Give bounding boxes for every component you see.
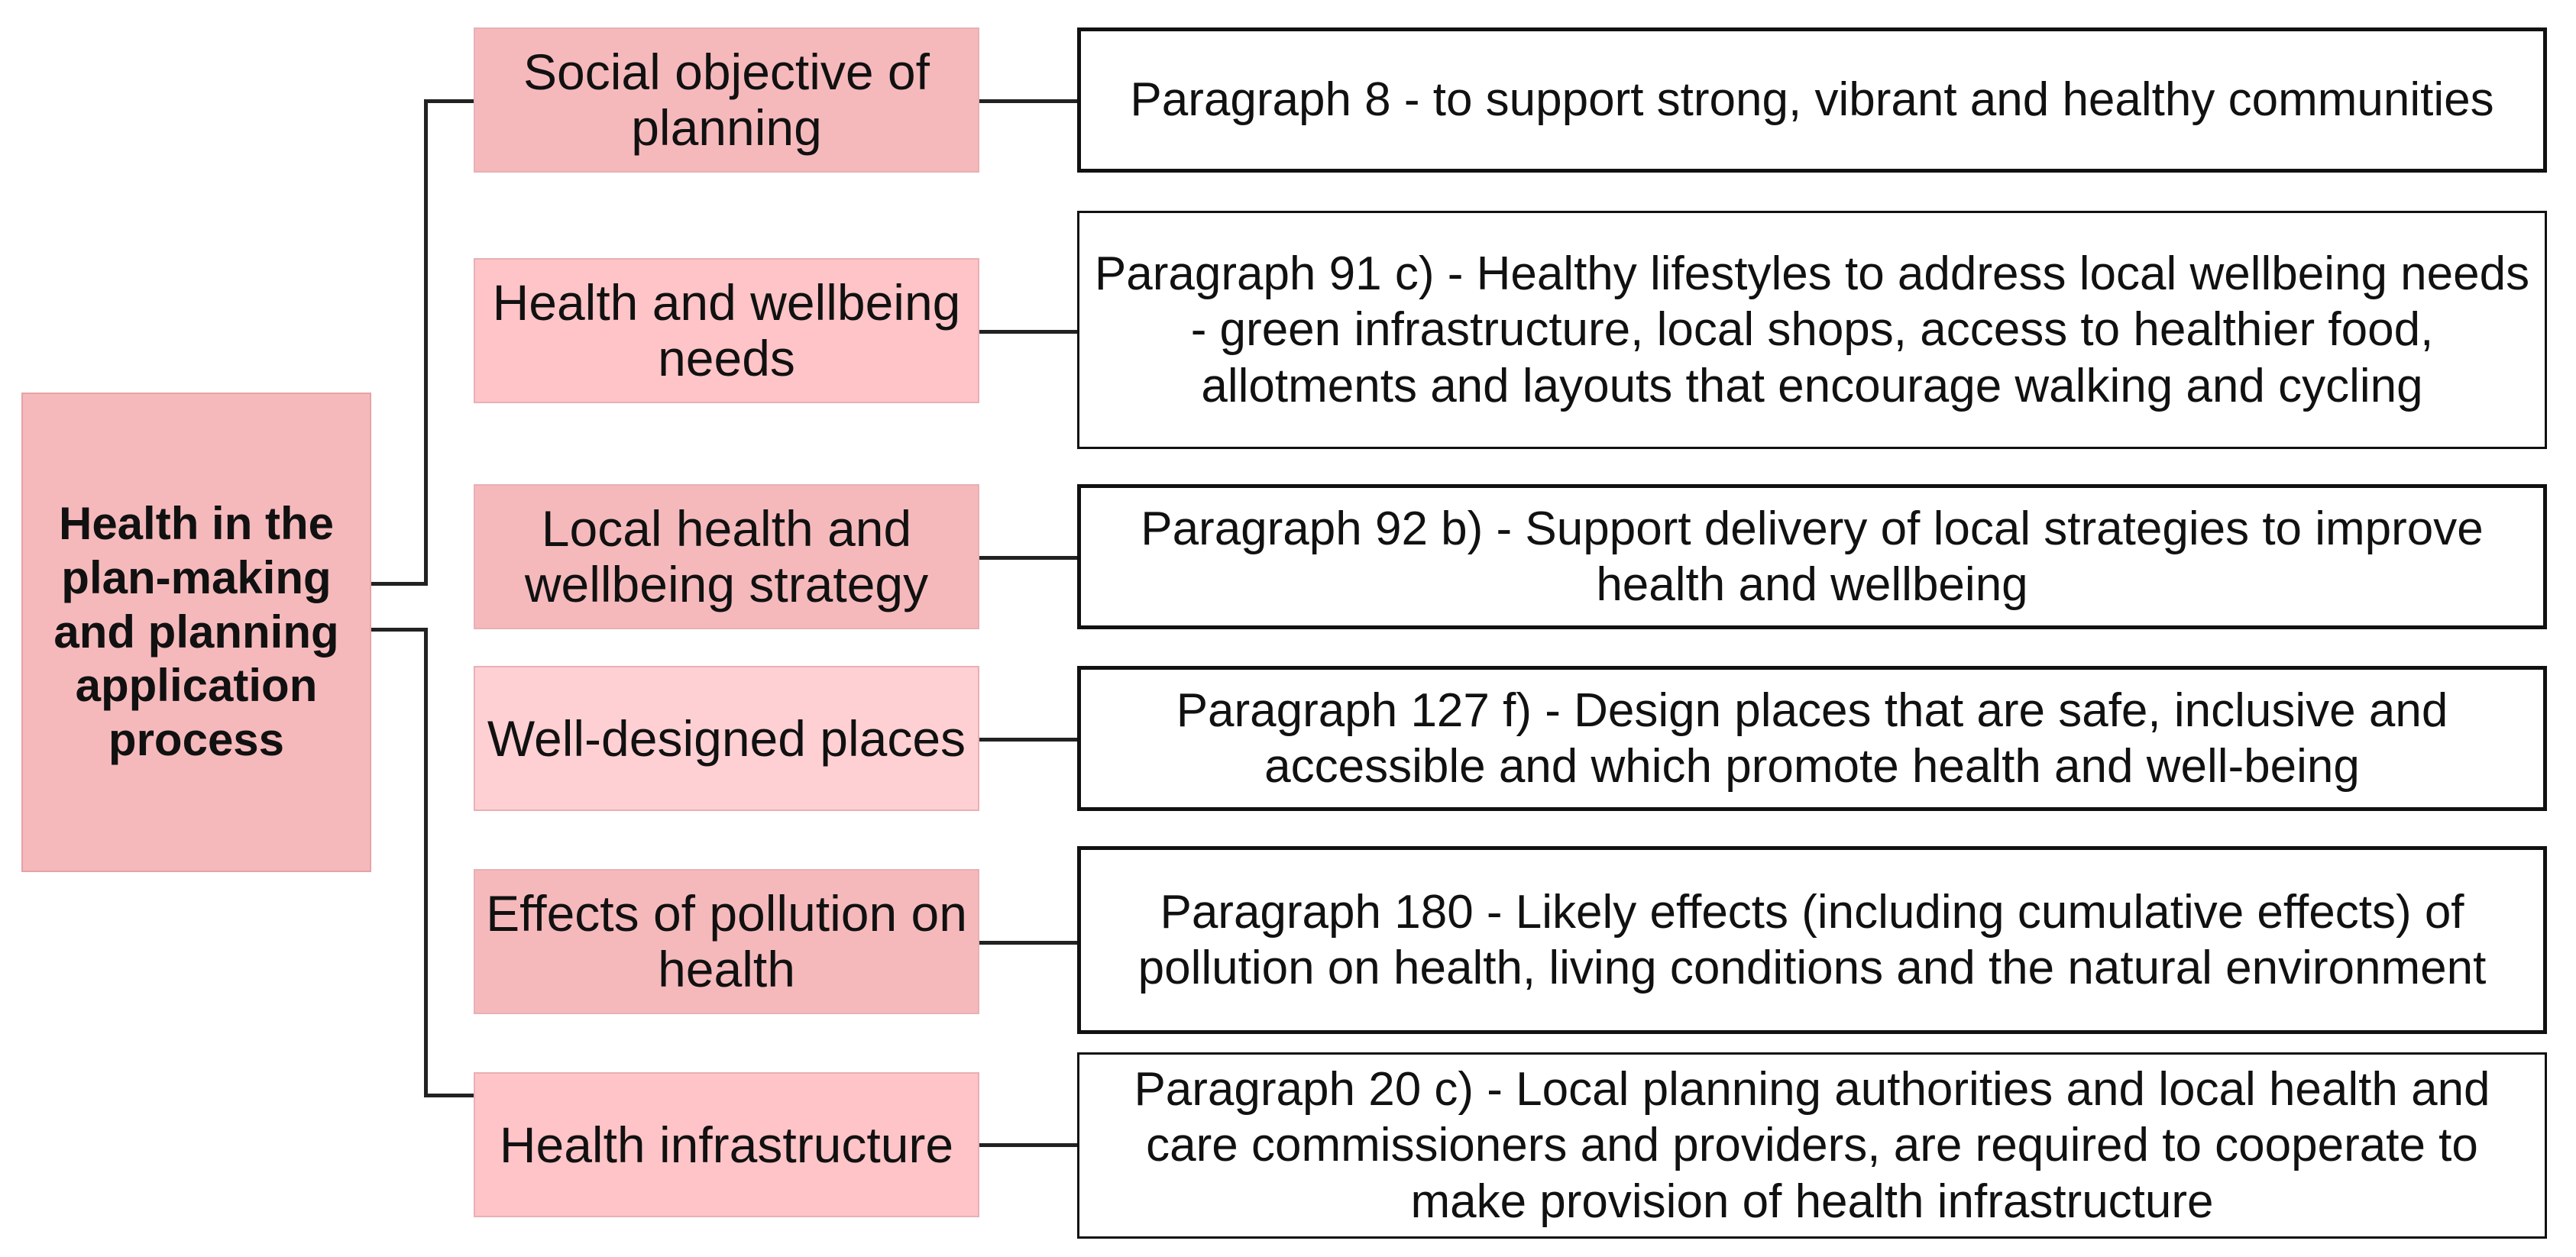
connector-root-lower: [371, 628, 428, 632]
root-node: [21, 393, 371, 872]
connector-topic-6: [979, 1143, 1077, 1147]
paragraph-20c-box: [1077, 1052, 2547, 1239]
topic-label: Effects of pollution on health: [486, 885, 967, 997]
topic-well-designed-places: [474, 666, 979, 811]
paragraph-92b-box: [1077, 484, 2547, 629]
topic-health-wellbeing-needs: [474, 258, 979, 403]
paragraph-91c-box: [1077, 211, 2547, 449]
connector-root-upper: [371, 582, 428, 586]
connector-topic-3: [979, 556, 1077, 560]
topic-social-objective: [474, 27, 979, 173]
topic-local-strategy: [474, 484, 979, 629]
connector-topic-2: [979, 330, 1077, 334]
connector-topic-1: [979, 99, 1077, 103]
topic-label: Health infrastructure: [499, 1116, 954, 1173]
paragraph-text: Paragraph 92 b) - Support delivery of local strategies to improve health and wellbeing: [1141, 502, 2484, 611]
connector-topic-5: [979, 941, 1077, 945]
paragraph-text: Paragraph 127 f) - Design places that are safe, inclusive and accessible and which promote health and well-being: [1176, 683, 2448, 793]
paragraph-text: Paragraph 91 c) - Healthy lifestyles to address local wellbeing needs - green infrastructure, local shops, access to healthier food, allotments and layouts that encourage walking and cycling: [1094, 247, 2530, 412]
root-label: Health in the plan-making and planning application process: [53, 498, 339, 766]
paragraph-8-box: [1077, 27, 2547, 173]
connector-trunk-lower: [424, 628, 428, 1097]
topic-label: Local health and wellbeing strategy: [524, 500, 929, 612]
paragraph-text: Paragraph 8 - to support strong, vibrant and healthy communities: [1130, 73, 2494, 127]
connector-branch-top: [424, 99, 474, 103]
connector-branch-bottom: [424, 1094, 474, 1097]
topic-label: Social objective of planning: [523, 44, 930, 156]
topic-label: Well-designed places: [487, 709, 966, 767]
topic-label: Health and wellbeing needs: [492, 274, 961, 386]
paragraph-text: Paragraph 180 - Likely effects (including cumulative effects) of pollution on health, living conditions and the natural environment: [1138, 885, 2487, 994]
paragraph-text: Paragraph 20 c) - Local planning authorities and local health and care commissioners and providers, are required to cooperate to make provision of health infrastructure: [1134, 1063, 2490, 1228]
connector-trunk-upper: [424, 99, 428, 586]
topic-health-infrastructure: [474, 1072, 979, 1217]
paragraph-180-box: [1077, 846, 2547, 1034]
topic-pollution-effects: [474, 869, 979, 1014]
connector-topic-4: [979, 738, 1077, 742]
paragraph-127f-box: [1077, 666, 2547, 811]
